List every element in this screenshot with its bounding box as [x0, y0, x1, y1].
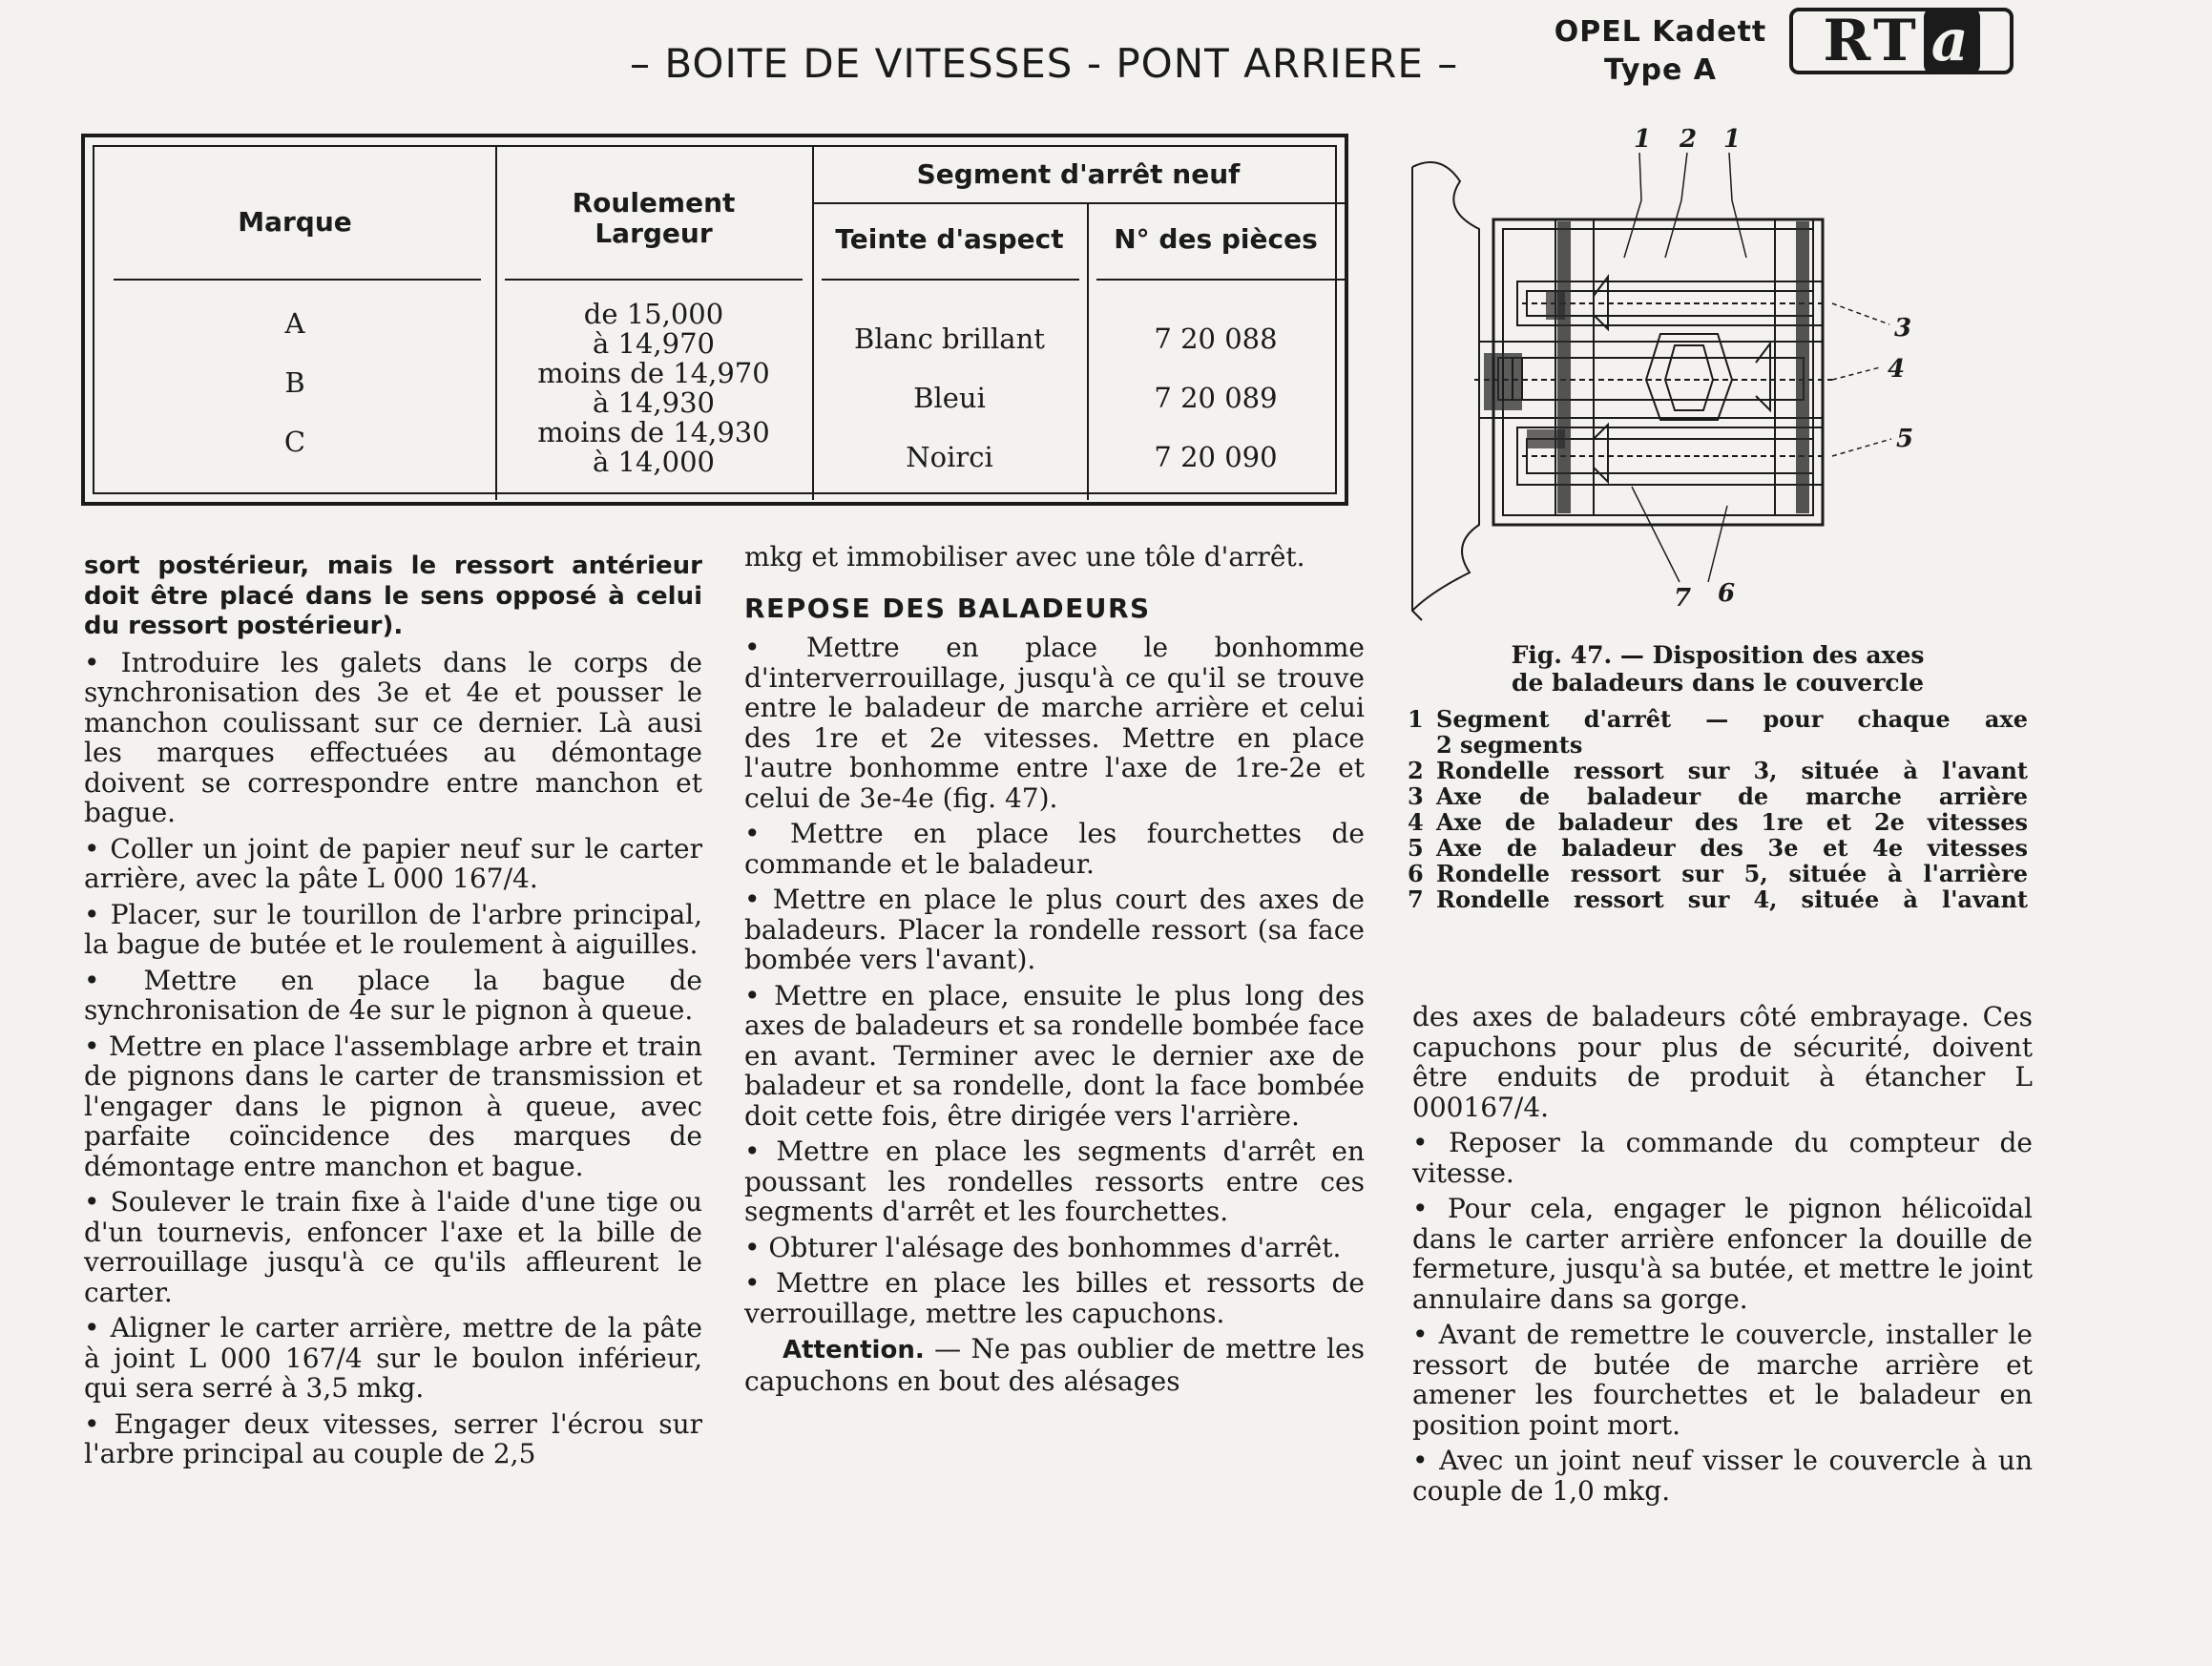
cell-largeur: de 15,000 [583, 298, 724, 330]
paragraph: • Mettre en place le plus court des axes de baladeurs. Placer la rondelle ressort (sa face bombée vers l'avant). [744, 884, 1365, 975]
cell-largeur: moins de 14,970 [537, 357, 770, 389]
attention-text: — Ne pas oublier de mettre les capuchons en bout des alésages [744, 1333, 1365, 1397]
callout-4: 4 [1888, 355, 1906, 384]
paragraph: • Avec un joint neuf visser le couvercle à un couple de 1,0 mkg. [1412, 1445, 2033, 1507]
cell-teinte: Blanc brillant [854, 323, 1045, 355]
cell-largeur: à 14,000 [593, 446, 715, 478]
header-marque: Marque [238, 206, 352, 238]
header-largeur: Largeur [595, 218, 713, 249]
figure-legend [1408, 706, 2028, 912]
callout-7: 7 [1674, 584, 1692, 613]
text-column-1 [84, 552, 702, 1475]
paragraph: • Introduire les galets dans le corps de synchronisation des 3e et 4e et pousser le manchon coulissant sur ce dernier. Là ausi les marques effectuées au démontage doivent se correspondre entre manchon et bague. [84, 646, 702, 828]
header-numero: N° des pièces [1114, 223, 1318, 255]
figure-caption-line: de baladeurs dans le couvercle [1511, 669, 1925, 697]
paragraph: • Mettre en place les billes et ressorts de verrouillage, mettre les capuchons. [744, 1267, 1365, 1329]
paragraph: des axes de baladeurs côté embrayage. Ces capuchons pour plus de sécurité, doivent être enduits de produit à étancher L 000167/4. [1412, 1001, 2033, 1123]
section-heading: REPOSE DES BALADEURS [744, 592, 1151, 624]
paragraph: • Mettre en place le bonhomme d'interverrouillage, jusqu'à ce qu'il se trouve entre le baladeur de marche arrière et celui des 1re et 2e vitesses. Mettre en place l'autre bonhomme entre l'axe de 1re-2e et celui de 3e-4e (fig. 47). [744, 632, 1365, 814]
attention-label: Attention. [783, 1336, 925, 1364]
cell-marque: A [284, 307, 305, 340]
legend-item: 3 Axe de baladeur de marche arrière [1408, 782, 2028, 810]
callout-1b: 1 [1723, 125, 1742, 154]
paragraph: • Mettre en place, ensuite le plus long des axes de baladeurs et sa rondelle bombée face en avant. Terminer avec le dernier axe de baladeur et sa rondelle, dont la face bombée doit cette fois, être dirigée vers l'arrière. [744, 979, 1365, 1132]
vehicle-model [1546, 13, 1775, 90]
cell-largeur: moins de 14,930 [537, 416, 770, 448]
model-type: Type A [1604, 53, 1717, 87]
header-segment: Segment d'arrêt neuf [916, 158, 1241, 190]
paragraph: • Soulever le train fixe à l'aide d'une tige ou d'un tournevis, enfoncer l'axe et la bille de verrouillage jusqu'à ce qu'ils affleurent le carter. [84, 1186, 702, 1308]
paragraph: • Reposer la commande du compteur de vitesse. [1412, 1127, 2033, 1189]
shift-rail-diagram [1403, 124, 2052, 639]
paragraph: • Mettre en place la bague de synchronisation de 4e sur le pignon à queue. [84, 964, 702, 1026]
figure-caption-line: Fig. 47. — Disposition des axes [1511, 641, 1925, 669]
cell-teinte: Noirci [906, 441, 993, 473]
cell-teinte: Bleui [913, 382, 986, 414]
paragraph: • Avant de remettre le couvercle, installer le ressort de butée de marche arrière et amener les fourchettes et le baladeur en position point mort. [1412, 1319, 2033, 1441]
cell-marque: B [284, 366, 305, 399]
logo-text: RT [1823, 8, 1920, 74]
paragraph: • Mettre en place les segments d'arrêt en poussant les rondelles ressorts entre ces segments d'arrêt et les fourchettes. [744, 1135, 1365, 1227]
logo-text-a: a [1924, 8, 1980, 74]
paragraph: mkg et immobiliser avec une tôle d'arrêt. [744, 541, 1305, 573]
paragraph: • Mettre en place l'assemblage arbre et train de pignons dans le carter de transmission et l'engager dans le pignon à queue, avec parfaite coïncidence des marques de démontage entre manchon et bague. [84, 1030, 702, 1182]
cell-largeur: à 14,970 [593, 327, 715, 360]
legend-item: 1 Segment d'arrêt — pour chaque axe [1408, 705, 2028, 733]
callout-3: 3 [1894, 314, 1912, 343]
cell-largeur: à 14,930 [593, 386, 715, 419]
paragraph: • Pour cela, engager le pignon hélicoïdal dans le carter arrière enfoncer la douille de fermeture, jusqu'à sa butée, et mettre le joint annulaire dans sa gorge. [1412, 1193, 2033, 1315]
paragraph: • Engager deux vitesses, serrer l'écrou sur l'arbre principal au couple de 2,5 [84, 1407, 702, 1469]
spec-table [81, 134, 1348, 506]
legend-item: 5 Axe de baladeur des 3e et 4e vitesses [1408, 834, 2028, 862]
header-teinte: Teinte d'aspect [835, 223, 1064, 255]
cell-numero: 7 20 089 [1154, 382, 1278, 414]
attention-note [744, 1334, 1365, 1396]
rta-logo [1789, 8, 2014, 74]
paragraph: • Placer, sur le tourillon de l'arbre principal, la bague de butée et le roulement à aiguilles. [84, 898, 702, 960]
callout-2: 2 [1680, 125, 1698, 154]
legend-item: 2 Rondelle ressort sur 3, située à l'avant [1408, 757, 2028, 784]
legend-item: 6 Rondelle ressort sur 5, située à l'arrière [1408, 860, 2028, 887]
paragraph: • Mettre en place les fourchettes de commande et le baladeur. [744, 818, 1365, 880]
paragraph: • Coller un joint de papier neuf sur le carter arrière, avec la pâte L 000 167/4. [84, 832, 702, 894]
text-column-3 [1412, 1002, 2033, 1511]
page-title: – BOITE DE VITESSES - PONT ARRIERE – [630, 40, 1459, 87]
callout-6: 6 [1718, 579, 1736, 608]
legend-item: 7 Rondelle ressort sur 4, située à l'avant [1408, 885, 2028, 913]
legend-item: 4 Axe de baladeur des 1re et 2e vitesses [1408, 808, 2028, 836]
callout-1: 1 [1634, 125, 1652, 154]
paragraph: • Aligner le carter arrière, mettre de la pâte à joint L 000 167/4 sur le boulon inférieur, qui sera serré à 3,5 mkg. [84, 1312, 702, 1404]
cell-numero: 7 20 090 [1154, 441, 1278, 473]
header-roulement: Roulement [572, 187, 736, 219]
figure-caption [1431, 641, 2004, 697]
paragraph: • Obturer l'alésage des bonhommes d'arrêt. [744, 1231, 1342, 1263]
callout-5: 5 [1896, 425, 1914, 453]
paragraph: sort postérieur, mais le ressort antérieur doit être placé dans le sens opposé à celui du ressort postérieur). [84, 552, 702, 640]
model-name: OPEL Kadett [1554, 15, 1767, 49]
cell-marque: C [283, 426, 306, 458]
cell-numero: 7 20 088 [1154, 323, 1278, 355]
text-column-2 [744, 542, 1365, 1402]
legend-item-continuation: 2 segments [1436, 731, 1583, 759]
